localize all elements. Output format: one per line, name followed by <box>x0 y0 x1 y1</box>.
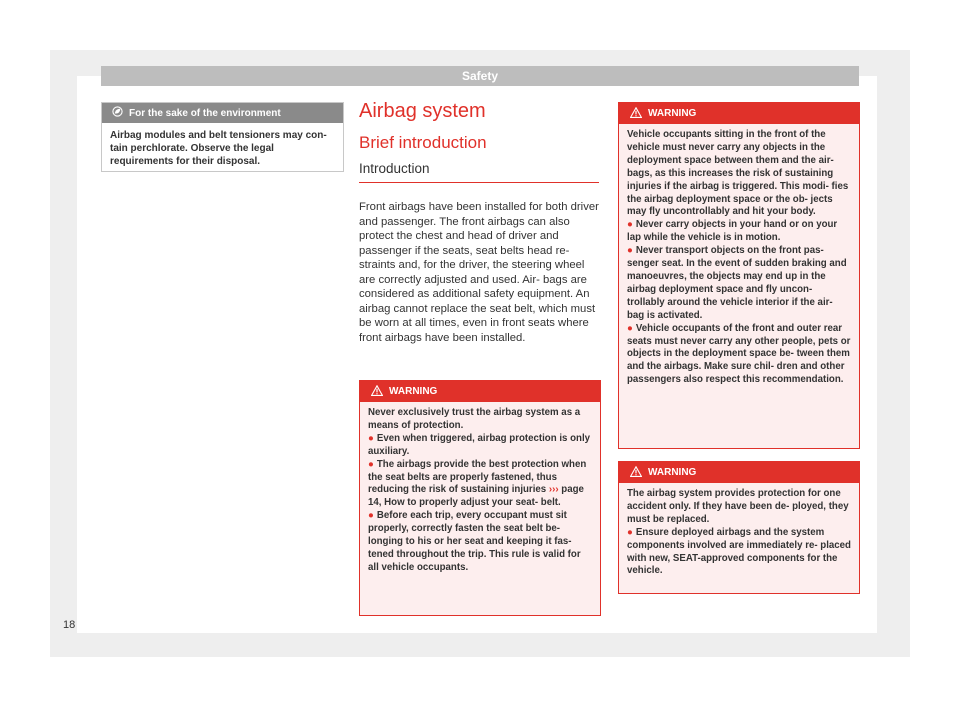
warning-bullet: ● Even when triggered, airbag protection is only auxiliary. <box>368 432 591 457</box>
warning-triangle-icon <box>630 466 642 480</box>
warning-triangle-icon <box>630 107 642 121</box>
warning-box-2 <box>618 102 860 449</box>
warning-label: WARNING <box>389 386 438 397</box>
warning-label: WARNING <box>648 108 697 119</box>
warning-intro: Vehicle occupants sitting in the front of the vehicle must never carry any objects in the deployment space between them and the air- bags, as this increases the risk of sustaining injuries if the airbag is triggered. This modi- fies the airbag deployment space or the ob- jects may fly uncontrollably and hit your body. <box>627 129 849 218</box>
warning-intro: Never exclusively trust the airbag system as a means of protection. <box>368 407 581 431</box>
intro-paragraph: Front airbags have been installed for both driver and passenger. The front airbags can also protect the chest and head of driver and passenger if the seats, seat belts head re- straints and, for the driver, the steering wheel are correctly adjusted and used. Air- bags are considered as additional safety equipment. An airbag cannot replace the seat belt, which must be worn at all times, even in front seats where front airbags have been installed. <box>359 201 599 344</box>
warning-text <box>619 483 859 578</box>
page-subtitle: Brief introduction <box>359 133 487 152</box>
warning-header <box>619 462 859 483</box>
warning-bullet: ● Never carry objects in your hand or on your lap while the vehicle is in motion. <box>627 219 838 244</box>
warning-header <box>360 381 600 402</box>
warning-bullet: ● Ensure deployed airbags and the system components involved are immediately re- placed with new, SEAT-approved components for the vehicle. <box>627 526 851 577</box>
main-column <box>359 98 599 345</box>
section-title: Introduction <box>359 160 599 183</box>
section-header-title: Safety <box>461 69 499 83</box>
warning-bullet: ● Vehicle occupants of the front and outer rear seats must never carry any other people, pets or objects in the deployment space be- tween them and the airbags. Make sure chil- dren and other passengers also respect this recommendation. <box>627 322 851 386</box>
warning-box-3 <box>618 461 860 594</box>
warning-triangle-icon <box>371 385 383 399</box>
page-reference-link[interactable]: ››› page 14, How to properly adjust your seat- belt <box>368 484 584 509</box>
warning-intro: The airbag system provides protection for one accident only. If they have been de- ployed, they must be replaced. <box>627 488 849 525</box>
page-number: 18 <box>63 619 76 631</box>
warning-text <box>360 402 600 575</box>
warning-bullet: ● Never transport objects on the front pas- senger seat. In the event of sudden braking and manoeuvres, the objects may end up in the airbag deployment space and fly uncon- trollably around the vehicle interior if the air- bag is activated. <box>627 245 847 321</box>
warning-label: WARNING <box>648 467 697 478</box>
warning-bullet: ● Before each trip, every occupant must sit properly, correctly fasten the seat belt be- longing to his or her seat and keeping it fas- tened throughout the trip. This rule is valid for all vehicle occupants. <box>368 510 581 573</box>
section-header <box>101 66 859 86</box>
leaf-icon <box>112 106 123 120</box>
warning-box-1 <box>359 380 601 616</box>
environment-note-header <box>102 103 343 123</box>
environment-note <box>101 102 344 172</box>
warning-header <box>619 103 859 124</box>
warning-text <box>619 124 859 387</box>
environment-note-title: For the sake of the environment <box>129 107 281 119</box>
page-title: Airbag system <box>359 100 486 122</box>
environment-note-text: Airbag modules and belt tensioners may con- tain perchlorate. Observe the legal requirements for their disposal. <box>110 130 327 167</box>
warning-bullet: ● The airbags provide the best protection when the seat belts are properly fastened, thus reducing the risk of sustaining injuries ››› page 14, How to properly adjust your seat- belt. <box>368 458 587 509</box>
